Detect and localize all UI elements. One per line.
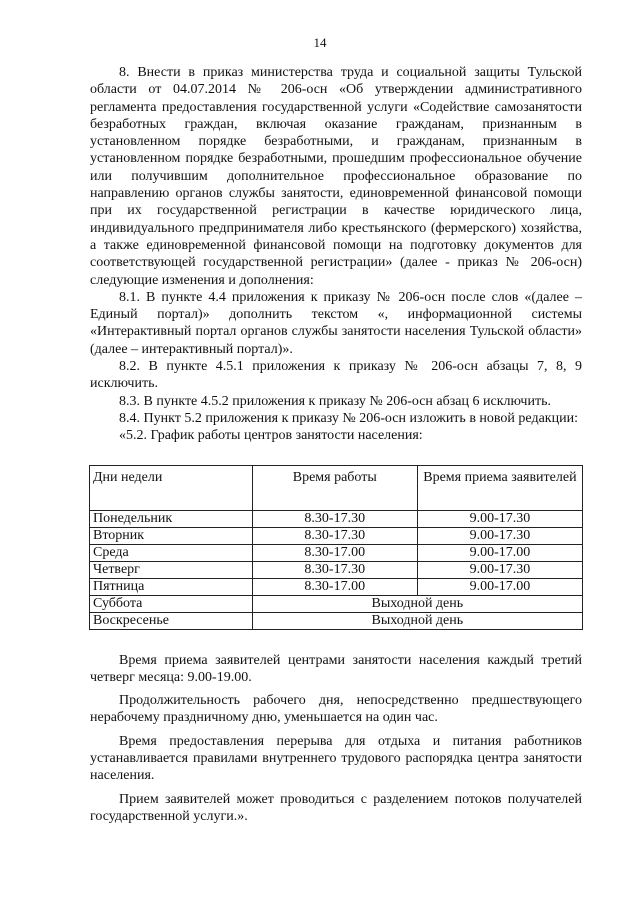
table-row-weekend xyxy=(90,612,583,629)
day-cell: Понедельник xyxy=(90,510,253,527)
reception-time-cell: 9.00-17.30 xyxy=(417,510,582,527)
reception-time-cell: 9.00-17.30 xyxy=(417,561,582,578)
closing-section xyxy=(90,652,582,826)
header-work-time: Время работы xyxy=(252,465,417,510)
paragraph-third-thursday: Время приема заявителей центрами занятости населения каждый третий четверг месяца: 9.00-19.00. xyxy=(90,652,582,685)
paragraph-reception-flows: Прием заявителей может проводиться с разделением потоков получателей государственной услуги.». xyxy=(90,791,582,824)
work-time-cell: 8.30-17.00 xyxy=(252,578,417,595)
day-cell: Воскресенье xyxy=(90,612,253,629)
work-time-cell: 8.30-17.30 xyxy=(252,561,417,578)
table-row xyxy=(90,561,583,578)
day-cell: Четверг xyxy=(90,561,253,578)
paragraph-5-2-heading: «5.2. График работы центров занятости населения: xyxy=(119,428,423,444)
header-reception-time: Время приема заявителей xyxy=(417,465,582,510)
day-cell: Суббота xyxy=(90,595,253,612)
table-row xyxy=(90,510,583,527)
paragraph-pre-holiday: Продолжительность рабочего дня, непосредственно предшествующего нерабочему праздничному дню, уменьшается на один час. xyxy=(90,693,582,726)
header-days: Дни недели xyxy=(90,465,253,510)
work-time-cell: 8.30-17.00 xyxy=(252,544,417,561)
day-cell: Среда xyxy=(90,544,253,561)
work-time-cell: 8.30-17.30 xyxy=(252,527,417,544)
paragraph-8-3: 8.3. В пункте 4.5.2 приложения к приказу № 206-осн абзац 6 исключить. xyxy=(119,393,551,409)
table-header-row xyxy=(90,465,583,510)
work-time-cell: 8.30-17.30 xyxy=(252,510,417,527)
paragraph-8-2: 8.2. В пункте 4.5.1 приложения к приказу № 206-осн абзацы 7, 8, 9 исключить. xyxy=(90,359,582,392)
paragraph-8: 8. Внести в приказ министерства труда и социальной защиты Тульской области от 04.07.2014 № 206-осн «Об утверждении административного регламента предоставления государственной услуги «Содействие самозанятости безработных граждан, включая оказание гражданам, признанным в установленном порядке безработными, и гражданам, признанным в установленном порядке безработными, прошедшим профессиональное обучение или получившим дополнительное профессиональное образование по направлению органов службы занятости, единовременной финансовой помощи при их государственной регистрации в качестве юридического лица, индивидуального предпринимателя либо крестьянского (фермерского) хозяйства, а также единовременной финансовой помощи на подготовку документов для соответствующей государственной регистрации» (далее - приказ № 206-осн) следующие изменения и дополнения: xyxy=(90,65,582,288)
table-row-weekend xyxy=(90,595,583,612)
day-cell: Вторник xyxy=(90,527,253,544)
paragraph-8-4: 8.4. Пункт 5.2 приложения к приказу № 206-осн изложить в новой редакции: xyxy=(119,410,578,426)
table-row xyxy=(90,578,583,595)
paragraph-8-1: 8.1. В пункте 4.4 приложения к приказу № 206-осн после слов «(далее – Единый портал)» дополнить текстом «, информационной системы «Интерактивный портал органов службы занятости населения Тульской области» (далее – интерактивный портал)». xyxy=(90,289,582,357)
schedule-table xyxy=(89,465,583,630)
document-body xyxy=(90,64,582,825)
page-number: 14 xyxy=(313,35,327,50)
table-row xyxy=(90,527,583,544)
table-row xyxy=(90,544,583,561)
paragraph-break-time: Время предоставления перерыва для отдыха и питания работников устанавливается правилами внутреннего трудового распорядка центра занятости населения. xyxy=(90,733,582,784)
day-cell: Пятница xyxy=(90,578,253,595)
day-off-cell: Выходной день xyxy=(252,595,582,612)
reception-time-cell: 9.00-17.00 xyxy=(417,544,582,561)
day-off-cell: Выходной день xyxy=(252,612,582,629)
reception-time-cell: 9.00-17.30 xyxy=(417,527,582,544)
reception-time-cell: 9.00-17.00 xyxy=(417,578,582,595)
